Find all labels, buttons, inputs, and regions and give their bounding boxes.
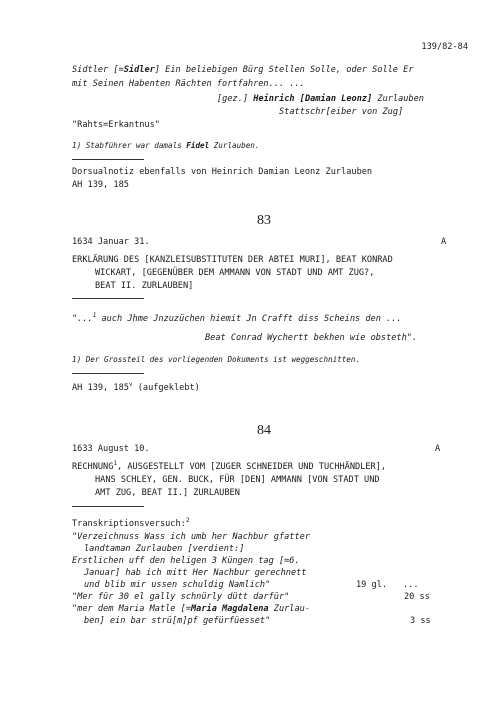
transcription-line: "mer dem Maria Matle [=Maria Magdalena Zurlau- <box>72 604 311 614</box>
footnote: 1) Stabführer war damals Fidel Zurlauben. <box>72 141 260 150</box>
divider <box>72 159 144 160</box>
signature-line: [gez.] Heinrich [Damian Leonz] Zurlauben <box>217 94 424 104</box>
document-mark: A <box>435 444 441 454</box>
text-line: Sidtler [=Sidler] Ein beliebigen Bürg Stellen Solle, oder Solle Er <box>72 65 414 75</box>
transcription-line: ben] ein bar strü[m]pf gefürfüesset" <box>84 616 271 626</box>
divider <box>72 298 144 299</box>
rahts-note: "Rahts=Erkantnus" <box>72 120 160 130</box>
archive-ref: AH 139, 185$^v$ (aufgeklebt) <box>72 381 200 393</box>
document-title: HANS SCHLEY, GEN. BUCK, FÜR [DEN] AMMANN [VON STADT UND <box>95 475 380 485</box>
document-number: 84 <box>257 423 271 438</box>
document-number: 83 <box>257 213 271 228</box>
amount: 19 gl. <box>356 580 388 590</box>
transcription-line: Januar] hab ich mitt Her Nachbur gerechnett <box>84 568 307 578</box>
amount: 20 ss <box>404 592 430 602</box>
document-mark: A <box>441 237 447 247</box>
transcription-line: "Mer für 30 el gally schnürly dütt darfür" <box>72 592 290 602</box>
transcription-line: "Verzeichnuss Wass ich umb her Nachbur gfatter <box>72 532 310 542</box>
document-date: 1633 August 10. <box>72 444 150 454</box>
amount-dots: ... <box>403 580 419 590</box>
document-title: ERKLÄRUNG DES [KANZLEISUBSTITUTEN DER ABTEI MURI], BEAT KONRAD <box>72 255 393 265</box>
document-title: RECHNUNG$^1$, AUSGESTELLT VOM [ZUGER SCHNEIDER UND TUCHHÄNDLER], <box>72 460 387 472</box>
archive-ref: AH 139, 185 <box>72 180 129 190</box>
transcription-line: Erstlichen uff den heligen 3 Küngen tag [=6. <box>72 556 300 566</box>
document-title: AMT ZUG, BEAT II.] ZURLAUBEN <box>95 488 240 498</box>
page-reference: 139/82-84 <box>421 42 468 52</box>
text-line: mit Seinen Habenten Rächten fortfahren... ... <box>72 79 305 89</box>
document-title: BEAT II. ZURLAUBEN] <box>95 281 194 291</box>
amount: 3 ss <box>410 616 431 626</box>
document-title: WICKART, [GEGENÜBER DEM AMMANN VON STADT UND AMT ZUG?, <box>95 268 375 278</box>
footnote: 1) Der Grossteil des vorliegenden Dokuments ist weggeschnitten. <box>72 355 361 364</box>
document-date: 1634 Januar 31. <box>72 237 150 247</box>
quote-line: Beat Conrad Wychertt bekhen wie obsteth". <box>205 333 418 343</box>
quote-line: "...$^1$ auch Jhme Jnzuzüchen hiemit Jn Crafft diss Scheins den ... <box>72 312 402 324</box>
signature-title: Stattschr[eiber von Zug] <box>279 107 404 117</box>
divider <box>72 373 144 374</box>
dorsual-note: Dorsualnotiz ebenfalls von Heinrich Damian Leonz Zurlauben <box>72 167 373 177</box>
transcription-line: und blib mir ussen schuldig Namlich" <box>84 580 271 590</box>
transcription-heading: Transkriptionsversuch:$^2$ <box>72 517 190 529</box>
divider <box>72 506 144 507</box>
transcription-line: landtaman Zurlauben [verdient:] <box>84 544 245 554</box>
